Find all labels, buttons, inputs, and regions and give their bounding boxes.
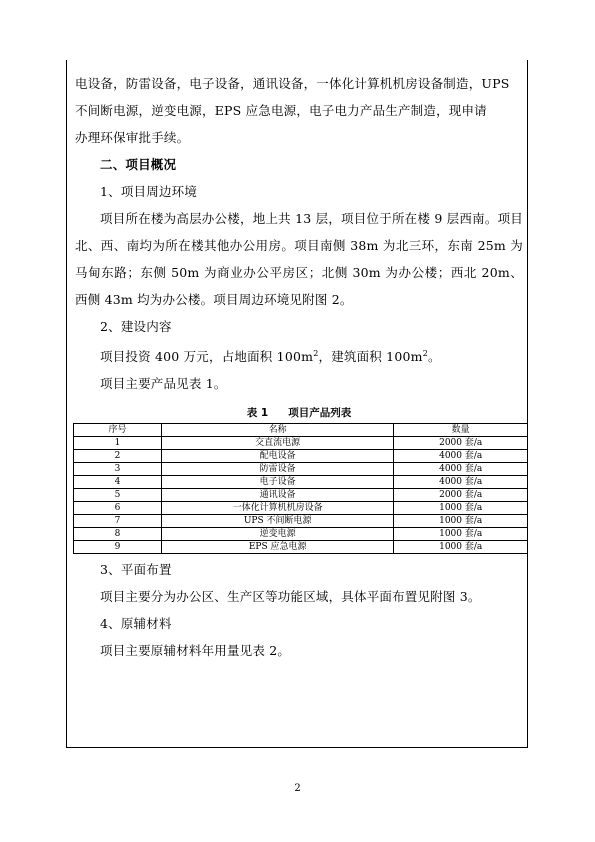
investment-middle: ，建筑面积 100m (318, 349, 423, 365)
layout-paragraph: 项目主要分为办公区、生产区等功能区域，具体平面布置见附图 3。 (100, 589, 481, 605)
cell-no: 1 (74, 437, 162, 450)
cell-name: 逆变电源 (161, 528, 393, 541)
header-cell-no: 序号 (74, 424, 162, 437)
cell-name: 配电设备 (161, 450, 393, 463)
table-row (74, 489, 528, 502)
cell-qty: 1000 套/a (394, 515, 528, 528)
investment-suffix: 。 (427, 349, 441, 365)
table-title: 项目产品列表 (288, 407, 352, 420)
intro-line: 办理环保审批手续。 (75, 130, 190, 145)
cell-no: 2 (74, 450, 162, 463)
cell-name: 通讯设备 (161, 489, 393, 502)
cell-no: 6 (74, 502, 162, 515)
intro-paragraph (75, 70, 523, 151)
table-row (74, 437, 528, 450)
cell-no: 3 (74, 463, 162, 476)
cell-qty: 2000 套/a (394, 489, 528, 502)
cell-qty: 1000 套/a (394, 528, 528, 541)
intro-line: 电设备，防雷设备，电子设备，通讯设备，一体化计算机机房设备制造，UPS (75, 76, 510, 91)
cell-name: 防雷设备 (161, 463, 393, 476)
subsection-title-construction: 2、建设内容 (100, 319, 172, 334)
cell-qty: 2000 套/a (394, 437, 528, 450)
header-cell-name: 名称 (161, 424, 393, 437)
cell-no: 7 (74, 515, 162, 528)
cell-qty: 4000 套/a (394, 463, 528, 476)
investment-paragraph (75, 340, 523, 370)
cell-name: EPS 应急电源 (161, 541, 393, 554)
page-number: 2 (294, 783, 301, 794)
table-header-row (74, 424, 528, 437)
table-caption (75, 405, 523, 420)
products-reference: 项目主要产品见表 1。 (100, 376, 227, 392)
subsection-title-surroundings: 1、项目周边环境 (100, 184, 198, 199)
investment-prefix: 项目投资 400 万元，占地面积 100m (100, 349, 314, 365)
superscript: 2 (422, 349, 428, 358)
header-cell-qty: 数量 (394, 424, 528, 437)
surroundings-paragraph: 项目所在楼为高层办公楼，地上共 13 层，项目位于所在楼 9 层西南。项目北、西、南均为所在楼其他办公用房。项目南侧 38m 为北三环，东南 25m 为马甸东路；东侧 50m 为商业办公平房区；北侧 30m 为办公楼；西北 20m、西侧 43m 均为办公楼。项目周边环境见附图 2。 (75, 211, 523, 307)
document-body (75, 70, 523, 664)
intro-line: 不间断电源，逆变电源，EPS 应急电源，电子电力产品生产制造，现申请 (75, 103, 487, 118)
table-row (74, 541, 528, 554)
superscript: 2 (313, 349, 319, 358)
table-row (74, 450, 528, 463)
cell-no: 4 (74, 476, 162, 489)
cell-qty: 1000 套/a (394, 502, 528, 515)
section-heading-overview: 二、项目概况 (100, 157, 177, 172)
table-row (74, 515, 528, 528)
cell-no: 8 (74, 528, 162, 541)
cell-no: 5 (74, 489, 162, 502)
cell-qty: 4000 套/a (394, 450, 528, 463)
subsection-title-layout: 3、平面布置 (100, 562, 172, 578)
cell-name: UPS 不间断电源 (161, 515, 393, 528)
cell-qty: 4000 套/a (394, 476, 528, 489)
materials-paragraph: 项目主要原辅材料年用量见表 2。 (100, 643, 291, 659)
cell-name: 一体化计算机机房设备 (161, 502, 393, 515)
subsection-title-materials: 4、原辅材料 (100, 616, 172, 632)
cell-name: 交直流电源 (161, 437, 393, 450)
product-table (73, 423, 528, 554)
table-row (74, 463, 528, 476)
table-row (74, 476, 528, 489)
cell-qty: 1000 套/a (394, 541, 528, 554)
cell-no: 9 (74, 541, 162, 554)
table-row (74, 502, 528, 515)
cell-name: 电子设备 (161, 476, 393, 489)
table-number: 表 1 (246, 407, 269, 420)
page-frame (66, 60, 528, 748)
table-row (74, 528, 528, 541)
